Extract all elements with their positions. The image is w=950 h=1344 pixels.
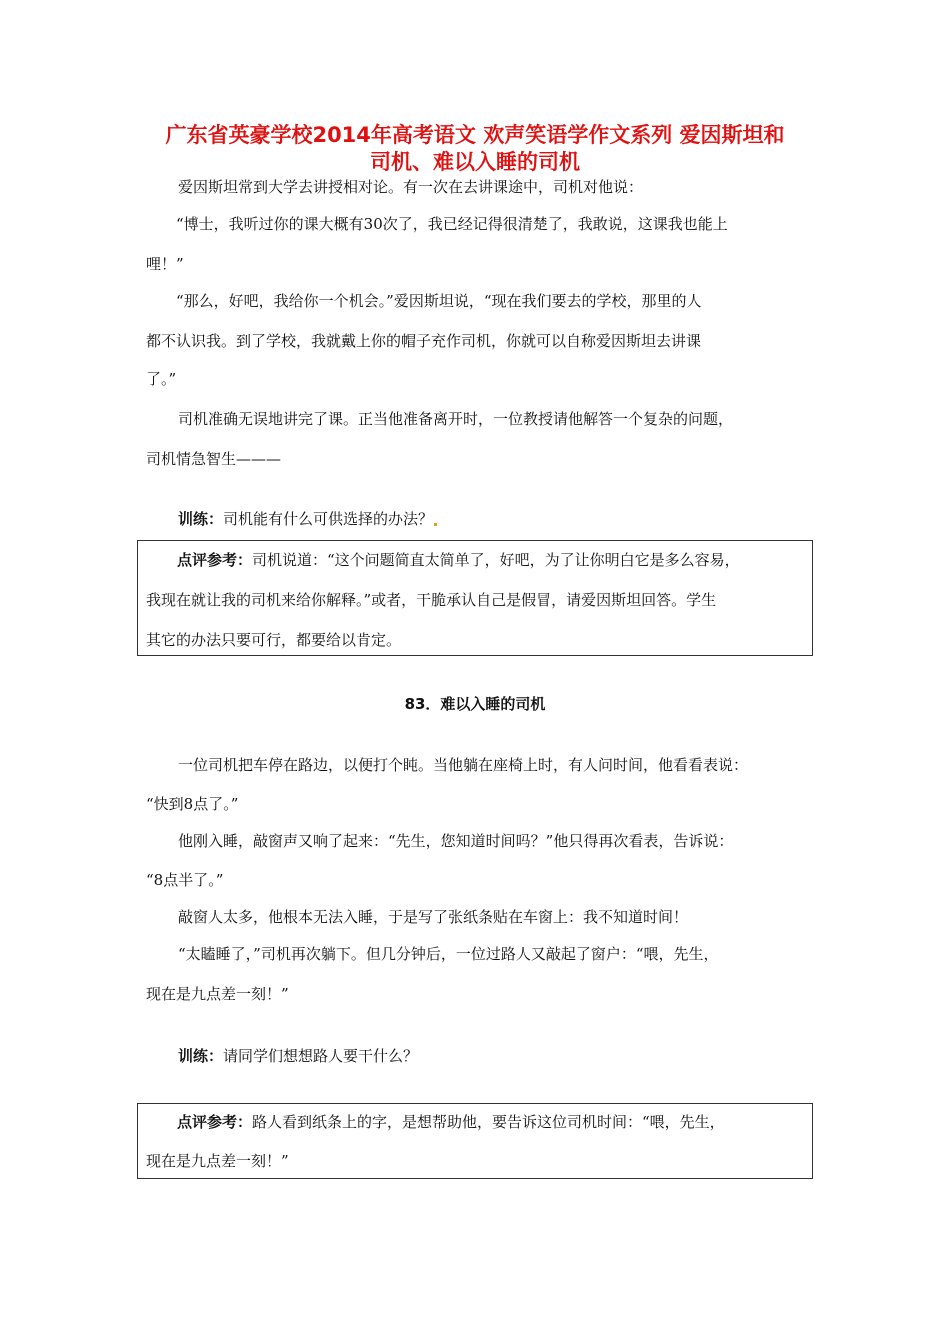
- marker-icon: [434, 523, 437, 526]
- story1-paragraph-4b: 司机情急智生———: [146, 450, 282, 468]
- review-label: 点评参考：: [177, 551, 253, 569]
- review-line-2: 我现在就让我的司机来给你解释。”或者，干脆承认自己是假冒，请爱因斯坦回答。学生: [146, 591, 717, 609]
- story1-paragraph-2a: “博士，我听过你的课大概有30次了，我已经记得很清楚了，我敢说，这课我也能上: [176, 215, 728, 233]
- review-line-3: 其它的办法只要可行，都要给以肯定。: [146, 631, 402, 649]
- story2-paragraph-1a: 一位司机把车停在路边，以便打个盹。当他躺在座椅上时，有人问时间，他看看表说：: [178, 756, 749, 774]
- review-line-2: 现在是九点差一刻！”: [146, 1152, 289, 1170]
- story1-training: [178, 508, 438, 530]
- title-line-1: 广东省英豪学校2014年高考语文 欢声笑语学作文系列 爱因斯坦和: [165, 123, 785, 147]
- training-question: 司机能有什么可供选择的办法？: [223, 510, 434, 528]
- story2-paragraph-2a: 他刚入睡，敲窗声又响了起来：“先生，您知道时间吗？”他只得再次看表，告诉说：: [178, 832, 734, 850]
- story1-paragraph-3c: 了。”: [146, 370, 177, 388]
- story1-paragraph-3b: 都不认识我。到了学校，我就戴上你的帽子充作司机，你就可以自称爱因斯坦去讲课: [146, 332, 702, 350]
- story1-paragraph-3a: “那么，好吧，我给你一个机会。”爱因斯坦说，“现在我们要去的学校，那里的人: [176, 292, 702, 310]
- training-label: 训练：: [178, 510, 224, 528]
- story2-review-box: [137, 1103, 813, 1179]
- story2-paragraph-3: 敲窗人太多，他根本无法入睡，于是写了张纸条贴在车窗上：我不知道时间！: [178, 908, 689, 926]
- story1-paragraph-1: 爱因斯坦常到大学去讲授相对论。有一次在去讲课途中，司机对他说：: [178, 178, 644, 196]
- story2-heading: 83．难以入睡的司机: [404, 695, 546, 713]
- story2-paragraph-4b: 现在是九点差一刻！”: [146, 985, 289, 1003]
- review-text-1: 路人看到纸条上的字，是想帮助他，要告诉这位司机时间：“喂，先生，: [252, 1113, 725, 1131]
- title-line-2: 司机、难以入睡的司机: [370, 150, 580, 174]
- review-label: 点评参考：: [177, 1113, 253, 1131]
- review-line-1: [177, 549, 740, 571]
- story1-review-box: [137, 540, 813, 656]
- training-label: 训练：: [178, 1047, 224, 1065]
- review-text-1: 司机说道：“这个问题简直太简单了，好吧，为了让你明白它是多么容易，: [252, 551, 740, 569]
- story2-paragraph-4a: “太瞌睡了，”司机再次躺下。但几分钟后，一位过路人又敲起了窗户：“喂，先生，: [178, 945, 719, 963]
- story1-paragraph-4a: 司机准确无误地讲完了课。正当他准备离开时，一位教授请他解答一个复杂的问题，: [178, 410, 734, 428]
- story2-paragraph-2b: “8点半了。”: [146, 871, 224, 889]
- story2-paragraph-1b: “快到8点了。”: [146, 795, 239, 813]
- review-line-1: [177, 1111, 725, 1133]
- story2-training: [178, 1045, 418, 1067]
- story1-paragraph-2b: 哩！”: [146, 255, 184, 273]
- document-title: [130, 122, 820, 176]
- training-question: 请同学们想想路人要干什么？: [223, 1047, 419, 1065]
